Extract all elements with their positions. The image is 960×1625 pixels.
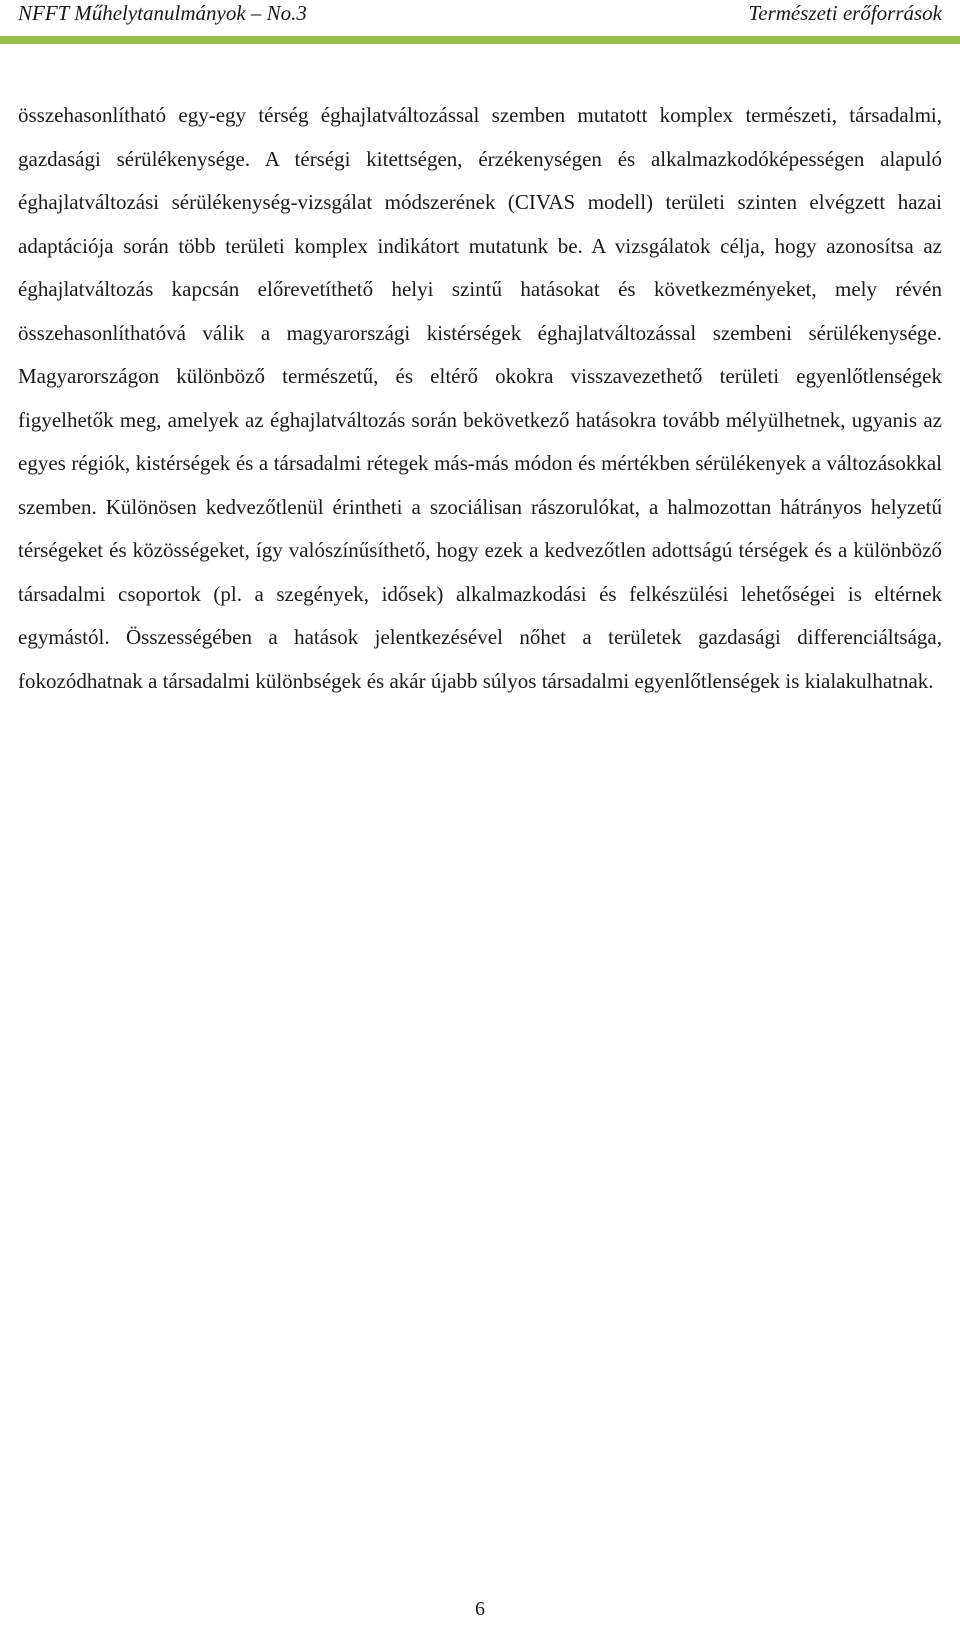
header-right-title: Természeti erőforrások: [748, 1, 942, 25]
header-left-title: NFFT Műhelytanulmányok – No.3: [18, 1, 307, 25]
page-header: [18, 0, 942, 28]
page-number: 6: [475, 1598, 485, 1620]
body-paragraph: összehasonlítható egy-egy térség éghajlatváltozással szemben mutatott komplex természeti, társadalmi, gazdasági sérülékenysége. A térségi kitettségen, érzékenységen és alkalmazkodóképességen alapuló éghajlatváltozási sérülékenység-vizsgálat módszerének (CIVAS modell) területi szinten elvégzett hazai adaptációja során több területi komplex indikátort mutatunk be. A vizsgálatok célja, hogy azonosítsa az éghajlatváltozás kapcsán előrevetíthető helyi szintű hatásokat és következményeket, mely révén összehasonlíthatóvá válik a magyarországi kistérségek éghajlatváltozással szembeni sérülékenysége. Magyarországon különböző természetű, és eltérő okokra visszavezethető területi egyenlőtlenségek figyelhetők meg, amelyek az éghajlatváltozás során bekövetkező hatásokra tovább mélyülhetnek, ugyanis az egyes régiók, kistérségek és a társadalmi rétegek más-más módon és mértékben sérülékenyek a változásokkal szemben. Különösen kedvezőtlenül érintheti a szociálisan rászorulókat, a halmozottan hátrányos helyzetű térségeket és közösségeket, így valószínűsíthető, hogy ezek a kedvezőtlen adottságú térségek és a különböző társadalmi csoportok (pl. a szegények, idősek) alkalmazkodási és felkészülési lehetőségei is eltérnek egymástól. Összességében a hatások jelentkezésével nőhet a területek gazdasági differenciáltsága, fokozódhatnak a társadalmi különbségek és akár újabb súlyos társadalmi egyenlőtlenségek is kialakulhatnak.: [18, 103, 942, 693]
header-rule: [0, 36, 960, 44]
